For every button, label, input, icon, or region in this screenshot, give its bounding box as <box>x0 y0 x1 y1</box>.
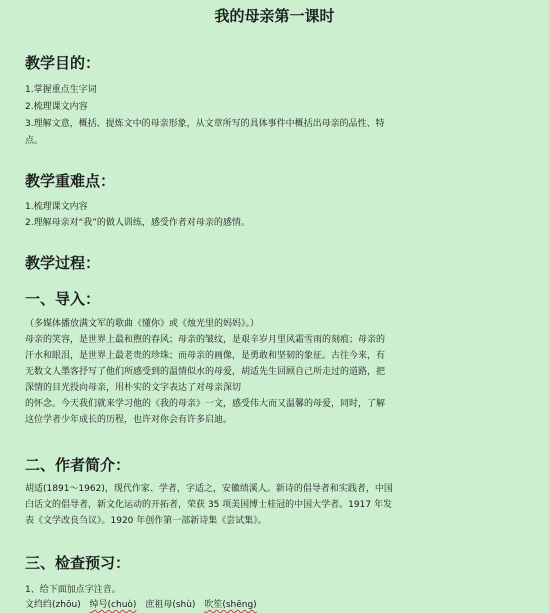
introduction-line-4: 深情的目光投向母亲，用朴实的文字表达了对母亲深切 <box>25 383 242 393</box>
key-difficulties-heading: 教学重难点： <box>25 172 116 190</box>
introduction-heading: 一、导入： <box>25 290 101 308</box>
introduction-line-5: 的怀念。今天我们就来学习他的《我的母亲》一文，感受伟大而又温馨的母爱，同时，了解 <box>25 399 386 409</box>
pinyin-word-4: 吹笙(shēng) <box>204 600 257 610</box>
objective-item-3-line-2: 点。 <box>25 136 44 146</box>
introduction-paragraph <box>25 332 470 428</box>
author-intro-heading: 二、作者简介： <box>25 456 131 474</box>
introduction-line-3: 无数文人墨客抒写了他们所感受到的温情似水的母爱，胡适先生回顾自己所走过的道路，把 <box>25 367 386 377</box>
introduction-lead: （多媒体播放满文军的歌曲《懂你》或《烛光里的妈妈》。） <box>25 319 260 329</box>
teaching-objectives-heading: 教学目的： <box>25 54 101 72</box>
author-intro-line-1: 胡适(1891～1962)，现代作家、学者，字适之，安徽绩溪人。新诗的倡导者和实践者，中国 <box>25 484 393 494</box>
pinyin-word-2: 绰号(chuò) <box>89 600 137 610</box>
objective-item-2: 2.梳理课文内容 <box>25 102 88 112</box>
objective-item-3-line-1: 3.理解文意，概括、提炼文中的母亲形象，从文章所写的具体事件中概括出母亲的品性、特 <box>25 119 385 129</box>
difficulty-item-2: 2.理解母亲对“我”的做人训练，感受作者对母亲的感情。 <box>25 218 250 228</box>
pinyin-line <box>25 597 263 610</box>
introduction-line-1: 母亲的笑容，是世界上最和煦的春风；母亲的皱纹，是艰辛岁月里风霜雪雨的刻痕；母亲的 <box>25 335 386 345</box>
pinyin-word-1: 文绉绉(zhōu) <box>25 600 81 610</box>
author-intro-line-3: 表《文学改良刍议》。1920 年创作第一部新诗集《尝试集》。 <box>25 516 267 526</box>
objective-item-1: 1.掌握重点生字词 <box>25 85 97 95</box>
document-title: 我的母亲第一课时 <box>214 7 335 25</box>
introduction-line-2: 汗水和眼泪，是世界上最老贵的珍珠；而母亲的画像，是勇敢和坚韧的象征。古往今来，有 <box>25 351 386 361</box>
difficulty-item-1: 1.梳理课文内容 <box>25 202 88 212</box>
pinyin-word-3: 庶祖母(shù) <box>145 600 196 610</box>
introduction-line-6: 这位学者少年成长的历程，也许对你会有许多启迪。 <box>25 415 233 425</box>
teaching-process-heading: 教学过程： <box>25 254 101 272</box>
preview-item-1: 1、给下面加点字注音。 <box>25 585 121 595</box>
preview-check-heading: 三、检查预习： <box>25 554 131 572</box>
author-intro-line-2: 白话文的倡导者，新文化运动的开拓者，荣获 35 项美国博士桂冠的中国大学者。1917 年发 <box>25 500 392 510</box>
author-intro-paragraph <box>25 481 470 529</box>
